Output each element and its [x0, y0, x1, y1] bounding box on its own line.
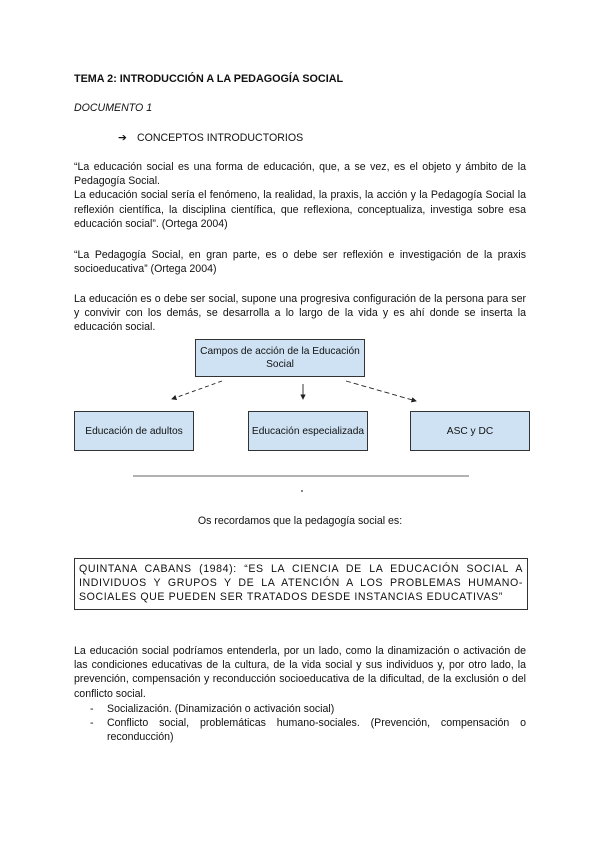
arrow-right	[346, 381, 416, 401]
document-subtitle: DOCUMENTO 1	[74, 102, 153, 114]
definition-box: QUINTANA CABANS (1984): “ES LA CIENCIA DE LA EDUCACIÓN SOCIAL A INDIVIDUOS Y GRUPOS Y DE LA ATENCIÓN A LOS PROBLEMAS HUMANO-SOCIALES QUE PUEDEN SER TRATADOS DESDE INSTANCIAS EDUCATIVAS”	[74, 558, 528, 610]
section-heading: CONCEPTOS INTRODUCTORIOS	[136, 132, 304, 144]
diagram-root-box: Campos de acción de la Educación Social	[195, 339, 365, 377]
list-dash: -	[90, 703, 94, 715]
document-title: TEMA 2: INTRODUCCIÓN A LA PEDAGOGÍA SOCIAL	[74, 73, 344, 85]
list-item	[90, 716, 526, 744]
arrow-left	[172, 381, 222, 399]
diagram-child-especializada: Educación especializada	[248, 411, 368, 451]
bullet-list	[90, 702, 526, 745]
rule-dot	[301, 490, 303, 492]
quote-ortega-2: “La Pedagogía Social, en gran parte, es o debe ser reflexión e investigación de la praxis socioeducativa” (Ortega 2004)	[74, 249, 526, 276]
quote-line-1: “La educación social es una forma de educación, que, a se vez, es el objeto y ámbito de la Pedagogía Social.	[74, 161, 526, 188]
list-item	[90, 702, 526, 716]
list-item-text: Conflicto social, problemáticas humano-sociales. (Prevención, compensación o reconducción)	[107, 717, 526, 744]
diagram-child-asc: ASC y DC	[410, 411, 530, 451]
diagram-child-adultos: Educación de adultos	[74, 411, 194, 451]
paragraph-education-social: La educación es o debe ser social, supone una progresiva configuración de la persona para ser y convivir con los demás, se desarrolla a lo largo de la vida y es ahí donde se inserta la educación social.	[74, 293, 526, 334]
quote-line-2: La educación social sería el fenómeno, la realidad, la praxis, la acción y la Pedagogía Social la reflexión científica, la disciplina científica, que reflexiona, conceptualiza, investiga sobre esa educación social”. (Ortega 2004)	[74, 189, 526, 230]
list-item-text: Socialización. (Dinamización o activación social)	[107, 703, 335, 715]
reminder-note: Os recordamos que la pedagogía social es:	[197, 515, 403, 527]
list-dash: -	[90, 717, 94, 730]
arrow-right-icon: ➔	[118, 132, 127, 144]
paragraph-education-social-2: La educación social podríamos entenderla, por un lado, como la dinamización o activación de las condiciones educativas de la cultura, de la vida social y sus individuos y, por otro lado, la prevención, compensación y reconducción socioeducativa de la dificultad, de la exclusión o del conflicto social.	[74, 645, 526, 700]
